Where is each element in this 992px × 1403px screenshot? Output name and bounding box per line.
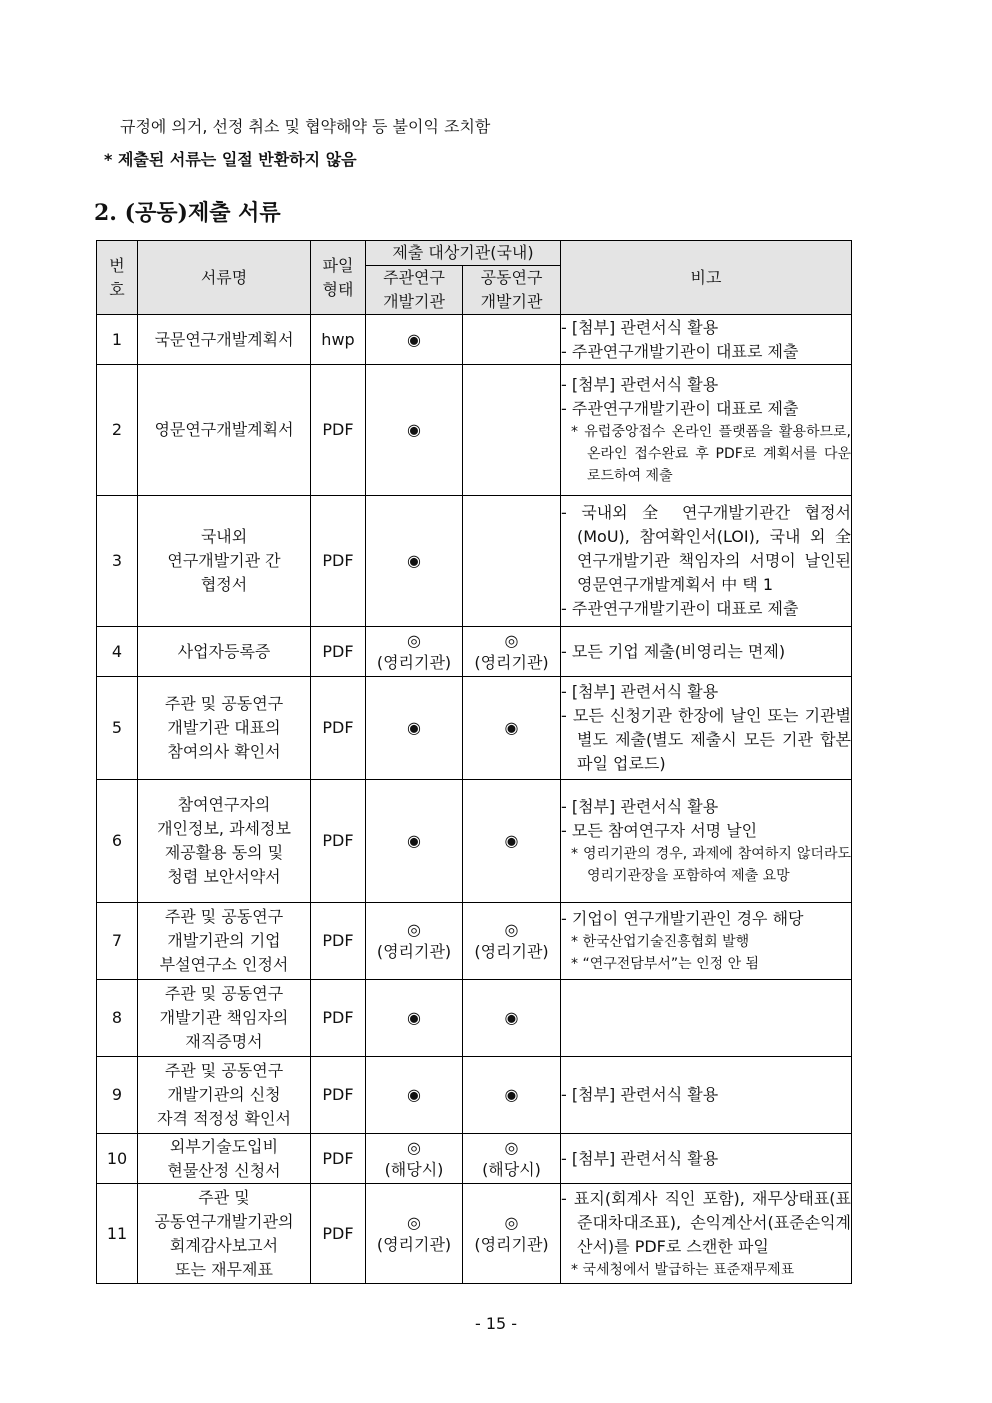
joint-institution-mark bbox=[463, 1184, 561, 1284]
file-type: PDF bbox=[311, 677, 366, 780]
table-row bbox=[97, 980, 852, 1057]
row-number: 5 bbox=[97, 677, 138, 780]
document-name-line: 재직증명서 bbox=[185, 1032, 263, 1051]
submission-mark-icon: ◉ bbox=[407, 718, 421, 737]
submission-mark-icon: ◉ bbox=[407, 329, 421, 349]
header-no: 번호 bbox=[97, 241, 138, 315]
header-joint-institution: 공동연구개발기관 bbox=[463, 266, 561, 315]
row-number: 7 bbox=[97, 903, 138, 980]
joint-institution-mark bbox=[463, 627, 561, 677]
remarks bbox=[561, 627, 852, 677]
submission-mark-icon: ◉ bbox=[407, 551, 421, 570]
remark-footnote: * 국세청에서 발급하는 표준재무제표 bbox=[571, 1261, 795, 1278]
file-type: PDF bbox=[311, 1057, 366, 1134]
header-target-group: 제출 대상기관(국내) bbox=[366, 241, 561, 266]
joint-institution-mark bbox=[463, 903, 561, 980]
lead-institution-mark bbox=[366, 780, 463, 903]
document-name-line: 제공활용 동의 및 bbox=[164, 843, 284, 862]
submission-mark-icon: ◎ bbox=[504, 1137, 519, 1157]
remarks bbox=[561, 1057, 852, 1134]
submission-mark-icon: ◎ bbox=[504, 630, 519, 650]
document-name-line: 개발기관 책임자의 bbox=[159, 1008, 289, 1027]
document-name bbox=[138, 980, 311, 1057]
row-number: 6 bbox=[97, 780, 138, 903]
lead-institution-mark bbox=[366, 1184, 463, 1284]
lead-institution-mark bbox=[366, 365, 463, 496]
document-name bbox=[138, 627, 311, 677]
row-number: 4 bbox=[97, 627, 138, 677]
mark-condition: (영리기관) bbox=[474, 652, 549, 672]
submission-mark-icon: ◎ bbox=[407, 920, 421, 939]
joint-institution-mark bbox=[463, 365, 561, 496]
table-row bbox=[97, 1184, 852, 1284]
page-number: - 15 - bbox=[474, 1314, 518, 1333]
document-name-line: 회계감사보고서 bbox=[169, 1235, 279, 1255]
row-number: 11 bbox=[97, 1184, 138, 1284]
remarks bbox=[561, 903, 852, 980]
document-name bbox=[138, 315, 311, 365]
table-row bbox=[97, 627, 852, 677]
header-remarks: 비고 bbox=[561, 241, 852, 315]
remark-item: - 주관연구개발기관이 대표로 제출 bbox=[561, 341, 799, 361]
document-name-line: 개발기관 대표의 bbox=[167, 718, 281, 737]
document-name-line: 사업자등록증 bbox=[177, 641, 271, 661]
file-type: PDF bbox=[311, 365, 366, 496]
mark-condition: (해당시) bbox=[482, 1159, 541, 1179]
joint-institution-mark bbox=[463, 1134, 561, 1184]
document-name-line: 또는 재무제표 bbox=[175, 1259, 273, 1279]
submission-documents-table bbox=[96, 240, 852, 1284]
document-name-line: 참여연구자의 bbox=[177, 795, 271, 814]
table-row bbox=[97, 677, 852, 780]
remark-item: - [첨부] 관련서식 활용 bbox=[561, 797, 719, 816]
remark-item: - 모든 참여연구자 서명 날인 bbox=[561, 821, 758, 840]
submission-mark-icon: ◉ bbox=[407, 1008, 421, 1027]
document-name-line: 주관 및 공동연구 bbox=[164, 907, 284, 926]
remark-footnote: * 유럽중앙접수 온라인 플랫폼을 활용하므로, 온라인 접수완료 후 PDF로 계획서를 다운로드하여 제출 bbox=[571, 424, 851, 484]
section-title: 2. (공동)제출 서류 bbox=[94, 200, 281, 226]
remark-item: - [첨부] 관련서식 활용 bbox=[561, 375, 719, 394]
document-name bbox=[138, 1184, 311, 1284]
remark-item: - 주관연구개발기관이 대표로 제출 bbox=[561, 599, 799, 618]
remarks bbox=[561, 1134, 852, 1184]
document-name-line: 개인정보, 과세정보 bbox=[157, 819, 291, 838]
remark-footnote: * “연구전담부서”는 인정 안 됨 bbox=[571, 956, 760, 972]
header-lead-institution: 주관연구개발기관 bbox=[366, 266, 463, 315]
remark-item: - [첨부] 관련서식 활용 bbox=[561, 1148, 719, 1168]
remark-item: - 모든 기업 제출(비영리는 면제) bbox=[561, 641, 786, 661]
submission-mark-icon: ◉ bbox=[407, 1085, 421, 1104]
lead-institution-mark bbox=[366, 1134, 463, 1184]
submission-mark-icon: ◉ bbox=[504, 831, 519, 850]
lead-institution-mark bbox=[366, 903, 463, 980]
intro-note: * 제출된 서류는 일절 반환하지 않음 bbox=[104, 150, 357, 169]
document-name-line: 참여의사 확인서 bbox=[167, 742, 281, 761]
remarks bbox=[561, 365, 852, 496]
row-number: 2 bbox=[97, 365, 138, 496]
lead-institution-mark bbox=[366, 1057, 463, 1134]
document-name bbox=[138, 1134, 311, 1184]
table-row bbox=[97, 365, 852, 496]
remark-footnote: * 영리기관의 경우, 과제에 참여하지 않더라도 영리기관장을 포함하여 제출 요망 bbox=[571, 846, 851, 884]
submission-mark-icon: ◉ bbox=[407, 420, 421, 439]
row-number: 9 bbox=[97, 1057, 138, 1134]
document-name bbox=[138, 780, 311, 903]
file-type: PDF bbox=[311, 980, 366, 1057]
mark-condition: (영리기관) bbox=[474, 1234, 549, 1254]
remark-item: - 국내외 全 연구개발기관간 협정서(MoU), 참여확인서(LOI), 국내 외 全 연구개발기관 책임자의 서명이 날인된 영문연구개발계획서 中 택 1 bbox=[561, 503, 851, 594]
lead-institution-mark bbox=[366, 980, 463, 1057]
document-name-line: 개발기관의 기업 bbox=[167, 931, 281, 950]
document-name-line: 자격 적정성 확인서 bbox=[157, 1109, 291, 1128]
row-number: 10 bbox=[97, 1134, 138, 1184]
document-name-line: 국내외 bbox=[200, 527, 248, 546]
document-name-line: 주관 및 공동연구 bbox=[164, 694, 284, 713]
remarks bbox=[561, 780, 852, 903]
remarks bbox=[561, 315, 852, 365]
mark-condition: (영리기관) bbox=[376, 652, 452, 672]
document-name-line: 개발기관의 신청 bbox=[167, 1085, 281, 1104]
mark-condition: (해당시) bbox=[384, 1159, 444, 1179]
table-row bbox=[97, 315, 852, 365]
table-row bbox=[97, 1057, 852, 1134]
submission-mark-icon: ◎ bbox=[407, 1137, 421, 1157]
mark-condition: (영리기관) bbox=[474, 942, 549, 961]
joint-institution-mark bbox=[463, 315, 561, 365]
file-type: PDF bbox=[311, 1134, 366, 1184]
remarks bbox=[561, 496, 852, 627]
submission-mark-icon: ◉ bbox=[504, 1085, 519, 1104]
document-name-line: 공동연구개발기관의 bbox=[154, 1211, 294, 1231]
lead-institution-mark bbox=[366, 315, 463, 365]
document-name bbox=[138, 1057, 311, 1134]
row-number: 8 bbox=[97, 980, 138, 1057]
document-name bbox=[138, 365, 311, 496]
mark-condition: (영리기관) bbox=[376, 942, 452, 961]
document-name bbox=[138, 496, 311, 627]
lead-institution-mark bbox=[366, 627, 463, 677]
document-name-line: 연구개발기관 간 bbox=[167, 551, 281, 570]
joint-institution-mark bbox=[463, 677, 561, 780]
remark-item: - 표지(회계사 직인 포함), 재무상태표(표준대차대조표), 손익계산서(표준손익계산서)를 PDF로 스캔한 파일 bbox=[561, 1188, 851, 1256]
row-number: 1 bbox=[97, 315, 138, 365]
file-type: PDF bbox=[311, 627, 366, 677]
table-row bbox=[97, 496, 852, 627]
row-number: 3 bbox=[97, 496, 138, 627]
joint-institution-mark bbox=[463, 780, 561, 903]
file-type: hwp bbox=[311, 315, 366, 365]
lead-institution-mark bbox=[366, 496, 463, 627]
document-name bbox=[138, 903, 311, 980]
document-name-line: 협정서 bbox=[200, 575, 248, 594]
document-name-line: 외부기술도입비 bbox=[169, 1136, 279, 1156]
submission-mark-icon: ◉ bbox=[504, 1008, 519, 1027]
header-name: 서류명 bbox=[138, 241, 311, 315]
remarks bbox=[561, 677, 852, 780]
remark-footnote: * 한국산업기술진흥협회 발행 bbox=[571, 934, 750, 950]
file-type: PDF bbox=[311, 1184, 366, 1284]
submission-mark-icon: ◎ bbox=[407, 630, 421, 650]
mark-condition: (영리기관) bbox=[376, 1234, 452, 1254]
document-name-line: 영문연구개발계획서 bbox=[154, 420, 294, 439]
submission-mark-icon: ◉ bbox=[407, 831, 421, 850]
document-name-line: 주관 및 공동연구 bbox=[164, 984, 284, 1003]
joint-institution-mark bbox=[463, 980, 561, 1057]
submission-mark-icon: ◉ bbox=[504, 718, 519, 737]
remark-item: - [첨부] 관련서식 활용 bbox=[561, 317, 719, 337]
remark-item: - 주관연구개발기관이 대표로 제출 bbox=[561, 399, 799, 418]
remark-item: - 모든 신청기관 한장에 날인 또는 기관별 별도 제출(별도 제출시 모든 기관 합본파일 업로드) bbox=[561, 706, 851, 773]
document-name-line: 부설연구소 인정서 bbox=[159, 955, 289, 974]
remark-item: - [첨부] 관련서식 활용 bbox=[561, 682, 719, 701]
document-name-line: 주관 및 공동연구 bbox=[164, 1061, 284, 1080]
document-name-line: 현물산정 신청서 bbox=[167, 1160, 281, 1180]
joint-institution-mark bbox=[463, 496, 561, 627]
remarks bbox=[561, 980, 852, 1057]
document-name-line: 청렴 보안서약서 bbox=[167, 867, 281, 886]
file-type: PDF bbox=[311, 903, 366, 980]
intro-line-1: 규정에 의거, 선정 취소 및 협약해약 등 불이익 조치함 bbox=[120, 117, 491, 136]
document-name bbox=[138, 677, 311, 780]
submission-mark-icon: ◎ bbox=[504, 1212, 519, 1232]
remarks bbox=[561, 1184, 852, 1284]
document-name-line: 국문연구개발계획서 bbox=[154, 329, 294, 349]
joint-institution-mark bbox=[463, 1057, 561, 1134]
submission-mark-icon: ◎ bbox=[504, 920, 519, 939]
document-name-line: 주관 및 bbox=[198, 1187, 250, 1207]
remark-item: - [첨부] 관련서식 활용 bbox=[561, 1085, 719, 1104]
file-type: PDF bbox=[311, 780, 366, 903]
lead-institution-mark bbox=[366, 677, 463, 780]
table-row bbox=[97, 1134, 852, 1184]
header-file-type: 파일형태 bbox=[311, 241, 366, 315]
table-row bbox=[97, 780, 852, 903]
submission-mark-icon: ◎ bbox=[407, 1212, 421, 1232]
file-type: PDF bbox=[311, 496, 366, 627]
table-row bbox=[97, 903, 852, 980]
remark-item: - 기업이 연구개발기관인 경우 해당 bbox=[561, 909, 804, 928]
